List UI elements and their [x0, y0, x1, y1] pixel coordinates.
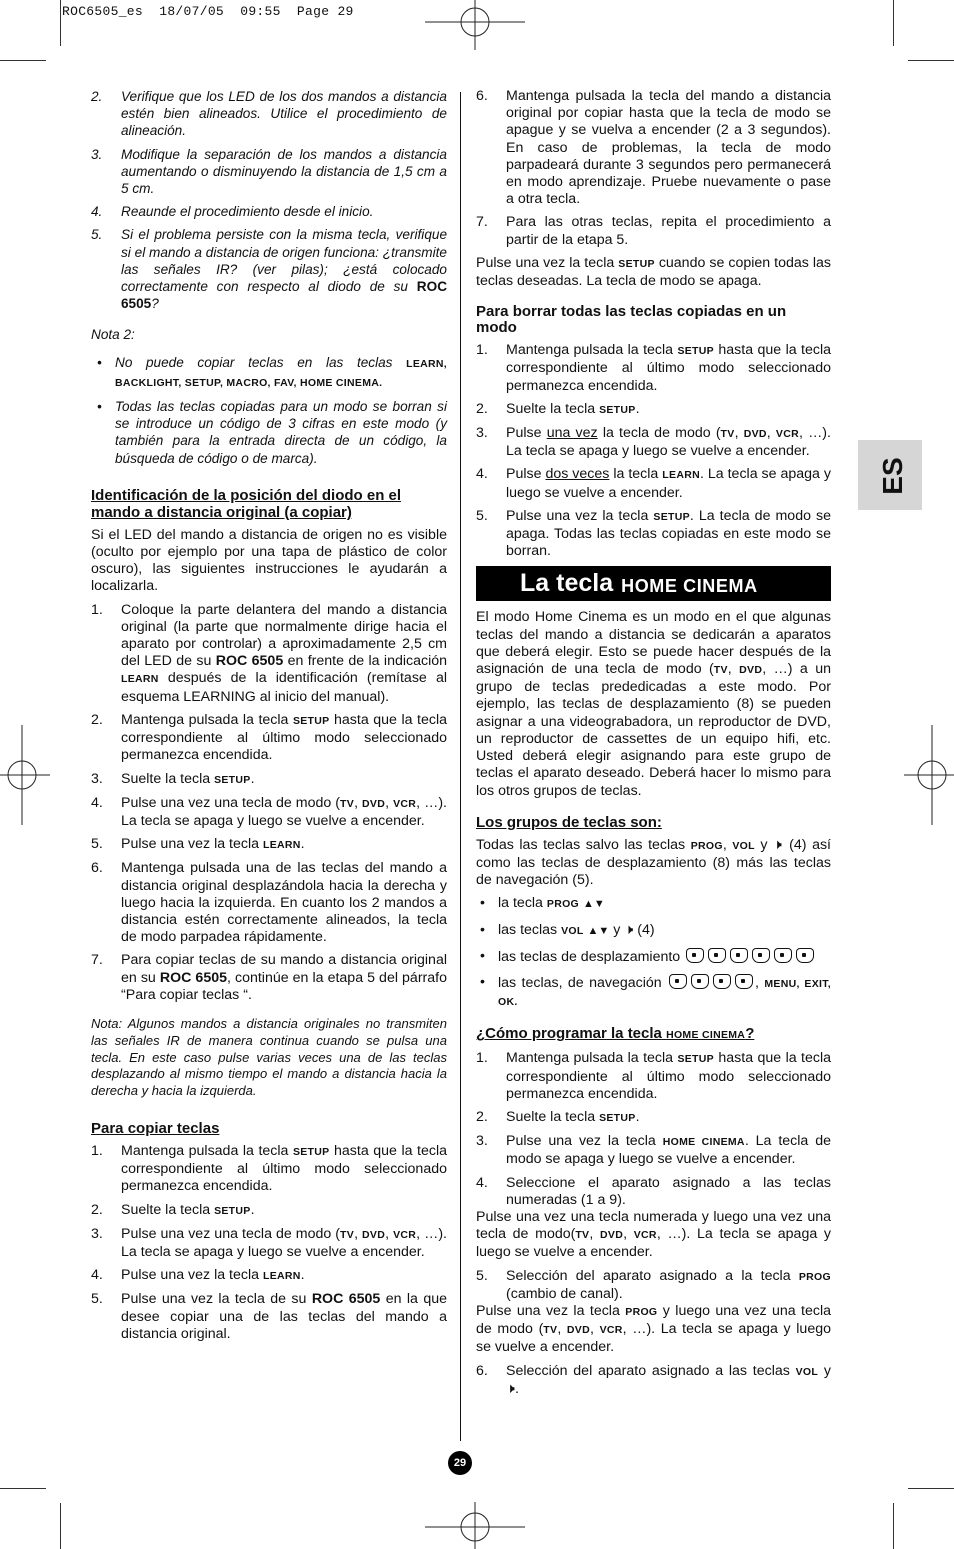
list-item: 4. Reaunde el procedimiento desde el inicio. [91, 204, 374, 220]
note-paragraph: Nota: Algunos mandos a distancia originales no transmiten las señales IR de manera continua cuando se pulsa una tecla. En este caso pulse varias veces una de las teclas desplazando al mismo tiempo el mando a distancia hacia la derecha y hacia la izquierda. [91, 1015, 447, 1099]
list-item: 4. Pulse una vez la tecla LEARN. [91, 1267, 305, 1284]
list-item: 5. Pulse una vez la tecla SETUP. La tecla de modo se apaga. Todas las teclas copiadas en este modo se borran. [476, 507, 831, 560]
note-label: Nota 2: [91, 327, 135, 343]
crop-mark [893, 0, 894, 46]
crop-mark [60, 1503, 61, 1549]
paragraph: Pulse una vez la tecla SETUP cuando se copien todas las teclas deseadas. La tecla de modo se apaga. [476, 254, 831, 290]
list-item: 3. Pulse una vez una tecla de modo (TV, DVD, VCR, …). La tecla se apaga y luego se vuelve a encender. [91, 1225, 447, 1260]
crop-mark [908, 1488, 954, 1489]
print-slug: ROC6505_es 18/07/05 09:55 Page 29 [62, 4, 354, 19]
list-item: 2. Suelte la tecla SETUP. [476, 400, 640, 417]
crop-mark [60, 0, 61, 46]
crop-mark [908, 60, 954, 61]
list-item: • las teclas de desplazamiento [476, 948, 831, 966]
paragraph: Pulse una vez la tecla PROG y luego una vez una tecla de modo (TV, DVD, VCR, …). La tecla se apaga y luego se vuelve a encender. [476, 1302, 831, 1356]
paragraph: El modo Home Cinema es un modo en el que algunas teclas del mando a distancia se dedicarán a aparatos que deberá elegir. Esto se puede hacer después de la asignación de una tecla de modo (TV, DVD, …) a un grupo de teclas prededicadas a este modo. Por ejemplo, las teclas de desplazamiento (8) se pueden asignar a una videograbadora, un reproductor de DVD, un reproductor de cassettes de un equipo hifi, etc. Usted deberá elegir asignando para este grupo de teclas el aparato deseado. Deberá hacer lo mismo para los otros grupos de teclas. [476, 609, 831, 799]
list-item: 6. Selección del aparato asignado a las teclas VOL y 🕨︎. [476, 1362, 831, 1397]
banner-subtitle: HOME CINEMA [621, 576, 758, 597]
list-item: 2. Suelte la tecla SETUP. [91, 1201, 255, 1218]
section-heading-grupos: Los grupos de teclas son: [476, 813, 662, 831]
page-number: 29 [448, 1451, 472, 1475]
registration-mark-bottom [425, 1502, 525, 1549]
crop-mark [0, 1488, 46, 1489]
section-banner-home-cinema [476, 566, 831, 601]
list-item: 5. Selección del aparato asignado a la tecla PROG (cambio de canal). [476, 1267, 831, 1302]
list-item: 5. Pulse una vez la tecla LEARN. [91, 836, 305, 853]
crop-mark [893, 1503, 894, 1549]
section-heading-identificacion: Identificación de la posición del diodo en el mando a distancia original (a copiar) [91, 486, 402, 521]
section-heading-como-programar: ¿Cómo programar la tecla HOME CINEMA? [476, 1025, 755, 1043]
column-divider [460, 92, 461, 1441]
paragraph: Pulse una vez una tecla numerada y luego una vez una tecla de modo(TV, DVD, VCR, …). La tecla se apaga y luego se vuelve a encender. [476, 1208, 832, 1261]
registration-mark-top [425, 0, 525, 50]
list-item: 6. Mantenga pulsada una de las teclas del mando a distancia original desplazándola hacia la derecha y luego hacia la izquierda. En cuanto los 2 mandos a distancia estén correctamente alineados, la tecla de modo parpadea rápidamente. [91, 860, 447, 946]
list-item: 7. Para copiar teclas de su mando a distancia original en su ROC 6505, continúe en la etapa 5 del párrafo “Para copiar teclas “. [91, 952, 447, 1003]
list-item: 5. Si el problema persiste con la misma tecla, verifique si el mando a distancia de origen funciona: ¿transmite las señales IR? (ver pilas); ¿está colocado correctamente con respecto al diodo de su ROC 6505? [91, 227, 448, 312]
section-heading-copiar: Para copiar teclas [91, 1119, 220, 1137]
registration-mark-right [904, 725, 954, 825]
list-item: 1. Mantenga pulsada la tecla SETUP hasta que la tecla correspondiente al último modo seleccionado permanezca encendida. [476, 342, 831, 394]
up-down-arrows-icon: ▲▼ [587, 924, 610, 937]
note-bullet: • No puede copiar teclas en las teclas LEARN, BACKLIGHT, SETUP, MACRO, FAV, HOME CINEMA. [97, 354, 448, 389]
list-item: • las teclas, de navegación , MENU, EXIT, OK. [480, 973, 831, 1009]
paragraph: Todas las teclas salvo las teclas PROG, VOL y 🕨︎ (4) así como las teclas de desplazamiento (8) más las teclas de navegación (5). [476, 836, 831, 889]
right-column [476, 88, 831, 1404]
list-item: 6. Mantenga pulsada la tecla del mando a distancia original por copiar hasta que la tecla de modo se apague y se vuelva a encender (2 a 3 segundos). En caso de problemas, la tecla de modo parpadeará durante 3 segundos pero permanecerá en modo aprendizaje. Pruebe nuevamente o pase a otra tecla. [476, 88, 831, 208]
list-item: 5. Pulse una vez la tecla de su ROC 6505 en la que desee copiar una de las teclas del mando a distancia original. [91, 1291, 448, 1342]
paragraph: Si el LED del mando a distancia de origen no es visible (oculto por ejemplo por una tapa de plástico de color oscuro), las siguientes instrucciones le ayudarán a localizarla. [91, 526, 447, 595]
list-item: 4. Pulse dos veces la tecla LEARN. La tecla se apaga y luego se vuelve a encender. [476, 466, 831, 501]
list-item: 4. Seleccione el aparato asignado a las teclas numeradas (1 a 9). [476, 1174, 831, 1208]
mute-icon: 🕨︎ [506, 1380, 515, 1397]
list-item: 1. Coloque la parte delantera del mando a distancia original (la parte que normalmente dirige hacia el aparato por controlar) a aproximadamente 2,5 cm del LED de su ROC 6505 en frente de la indicación LEARN después de la identificación (remítase al esquema LEARNING al inicio del manual). [91, 601, 448, 705]
list-item: 3. Suelte la tecla SETUP. [91, 770, 255, 787]
list-item: 2. Mantenga pulsada la tecla SETUP hasta que la tecla correspondiente al último modo seleccionado permanezca encendida. [91, 711, 447, 764]
mute-icon: 🕨︎ [624, 921, 634, 938]
list-item: 7. Para las otras teclas, repita el procedimiento a partir de la etapa 5. [476, 214, 831, 248]
language-tab-label: ES [877, 457, 908, 495]
list-item: 1. Mantenga pulsada la tecla SETUP hasta que la tecla correspondiente al último modo seleccionado permanezca encendida. [91, 1142, 447, 1195]
list-item: 4. Pulse una vez una tecla de modo (TV, DVD, VCR, …). La tecla se apaga y luego se vuelve a encender. [91, 794, 447, 829]
note-bullet: • Todas las teclas copiadas para un modo se borran si se introduce un código de 3 cifras en este modo (y también para la entrada directa de un código, la búsqueda de código o de marca). [97, 399, 447, 466]
list-item: 3. Pulse una vez la tecla de modo (TV, DVD, VCR, …). La tecla se apaga y luego se vuelve a encender. [476, 425, 831, 460]
transport-keys-icon [684, 949, 816, 965]
list-item: 3. Modifique la separación de los mandos a distancia aumentando o disminuyendo la distancia de 1,5 cm a 5 cm. [91, 146, 447, 197]
up-down-arrows-icon: ▲▼ [582, 898, 605, 911]
list-item: 2. Suelte la tecla SETUP. [476, 1108, 640, 1125]
mute-icon: 🕨︎ [773, 836, 784, 853]
list-item: • las teclas VOL ▲▼ y 🕨︎ (4) [480, 921, 655, 938]
list-item: 2. Verifique que los LED de los dos mandos a distancia estén bien alineados. Utilice el procedimiento de alineación. [91, 89, 447, 139]
list-item: 1. Mantenga pulsada la tecla SETUP hasta que la tecla correspondiente al último modo seleccionado permanezca encendida. [476, 1050, 831, 1102]
list-item: 3. Pulse una vez la tecla HOME CINEMA. La tecla de modo se apaga y luego se vuelve a encender. [476, 1133, 831, 1168]
section-heading-borrar: Para borrar todas las teclas copiadas en un modo [476, 303, 787, 337]
list-item: • la tecla PROG ▲▼ [480, 895, 605, 912]
banner-title: La tecla [520, 569, 614, 598]
crop-mark [0, 60, 46, 61]
registration-mark-left [0, 725, 50, 825]
navigation-keys-icon [667, 975, 755, 991]
left-column [91, 88, 447, 1349]
